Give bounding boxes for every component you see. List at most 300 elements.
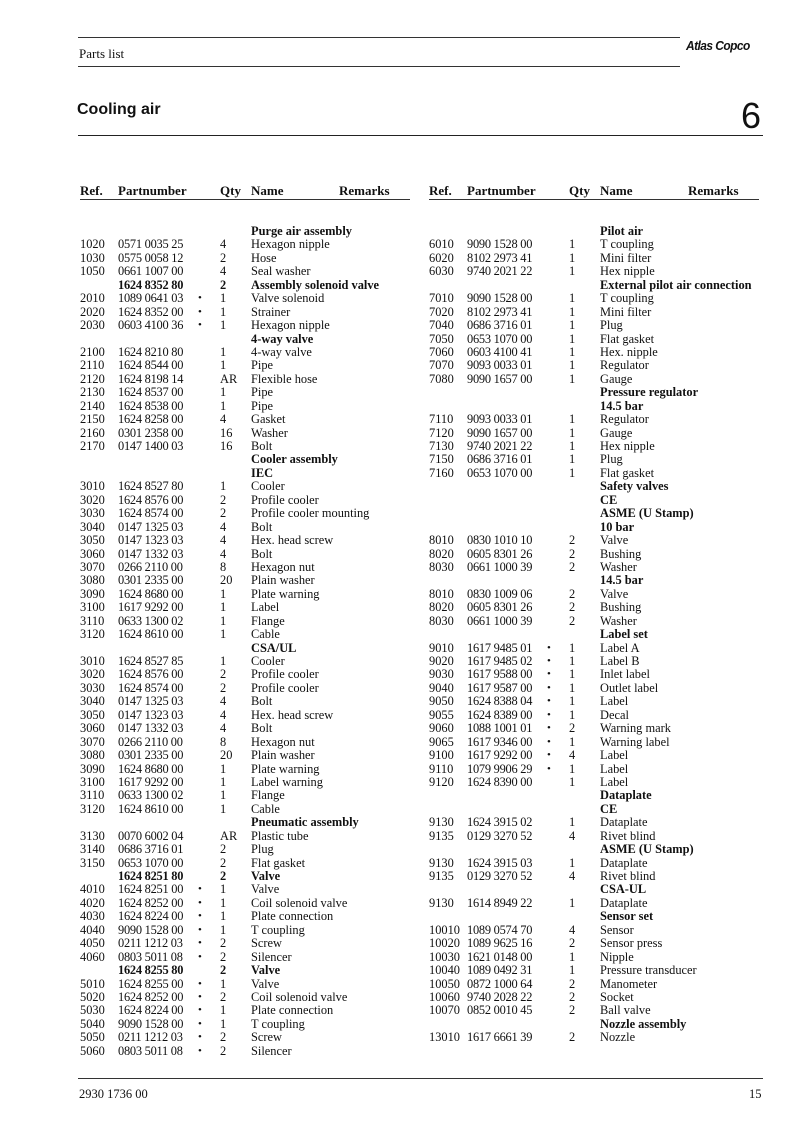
name-cell: Strainer <box>251 304 291 319</box>
name-cell: Label warning <box>251 774 323 789</box>
part-row <box>429 319 759 332</box>
qty-cell: 1 <box>220 385 227 400</box>
part-row <box>80 830 410 843</box>
part-row <box>80 695 410 708</box>
ref-cell: 5060 <box>80 1043 105 1058</box>
part-row <box>429 427 759 440</box>
ref-cell: 6020 <box>429 250 454 265</box>
ref-cell: 3080 <box>80 573 105 588</box>
name-cell: ASME (U Stamp) <box>600 506 694 521</box>
part-row <box>80 789 410 802</box>
qty-cell: 16 <box>220 439 233 453</box>
part-row <box>80 346 410 359</box>
partnumber-cell: 9090 1528 00 <box>467 237 533 252</box>
part-row <box>429 346 759 359</box>
name-cell: Inlet label <box>600 667 650 682</box>
partnumber-cell: 0872 1000 64 <box>467 976 533 991</box>
header-bottom-rule <box>78 66 680 67</box>
partnumber-cell: 8102 2973 41 <box>467 250 533 265</box>
part-row <box>429 978 759 991</box>
name-cell: Safety valves <box>600 479 669 494</box>
group-heading-row <box>429 507 759 520</box>
qty-cell: 1 <box>569 264 576 279</box>
col-remarks-header: Remarks <box>688 183 739 198</box>
name-cell: T coupling <box>600 237 654 252</box>
part-row <box>429 682 759 695</box>
partnumber-cell: 0686 3716 01 <box>118 842 184 857</box>
partnumber-cell: 0147 1332 03 <box>118 546 184 561</box>
partnumber-cell: 0661 1007 00 <box>118 264 184 279</box>
part-row <box>80 722 410 735</box>
partnumber-cell: 1624 8680 00 <box>118 586 184 601</box>
part-row <box>80 400 410 413</box>
qty-cell: 1 <box>220 1003 227 1018</box>
ref-cell: 9030 <box>429 667 454 682</box>
ref-cell: 5020 <box>80 989 105 1004</box>
partnumber-cell: 0653 1070 00 <box>467 331 533 346</box>
name-cell: Nozzle <box>600 1030 636 1045</box>
qty-cell: 20 <box>220 573 233 588</box>
partnumber-cell: 1624 8576 00 <box>118 492 184 507</box>
name-cell: Valve <box>600 533 629 548</box>
qty-cell: 1 <box>220 761 227 776</box>
name-cell: Plate warning <box>251 761 320 776</box>
qty-cell: 2 <box>220 989 227 1004</box>
group-heading-row <box>80 642 410 655</box>
qty-cell: 1 <box>569 774 576 789</box>
name-cell: CSA-UL <box>600 882 647 897</box>
header-section-label: Parts list <box>79 46 125 61</box>
marker-dot: • <box>198 923 202 936</box>
part-row <box>429 722 759 735</box>
qty-cell: 1 <box>569 412 576 427</box>
partnumber-cell: 1624 8352 00 <box>118 304 184 319</box>
qty-cell: 1 <box>569 344 576 359</box>
name-cell: Flexible hose <box>251 371 318 386</box>
qty-cell: 1 <box>569 734 576 749</box>
part-row <box>80 413 410 426</box>
name-cell: 4-way valve <box>251 344 312 359</box>
name-cell: CE <box>600 492 618 507</box>
name-cell: Bolt <box>251 439 273 453</box>
page-number: 15 <box>749 1087 762 1101</box>
ref-cell: 3020 <box>80 667 105 682</box>
marker-dot: • <box>547 722 551 735</box>
partnumber-cell: 1617 9346 00 <box>467 734 533 749</box>
parts-list-left <box>80 225 410 1058</box>
partnumber-cell: 1624 8224 00 <box>118 909 184 924</box>
partnumber-cell: 9740 2021 22 <box>467 439 533 453</box>
partnumber-cell: 1617 9485 02 <box>467 654 533 668</box>
ref-cell: 2100 <box>80 344 105 359</box>
ref-cell: 5050 <box>80 1030 105 1045</box>
qty-cell: 1 <box>220 479 227 494</box>
part-row <box>429 252 759 265</box>
qty-cell: 4 <box>569 922 576 937</box>
part-row <box>429 548 759 561</box>
qty-cell: 1 <box>220 922 227 937</box>
col-name-header: Name <box>600 183 633 198</box>
col-name-header: Name <box>251 183 284 198</box>
marker-dot: • <box>198 990 202 1003</box>
partnumber-cell: 0633 1300 02 <box>118 613 184 628</box>
partnumber-cell: 1624 8252 00 <box>118 989 184 1004</box>
ref-cell: 3050 <box>80 533 105 548</box>
part-row <box>429 870 759 883</box>
partnumber-cell: 0661 1000 39 <box>467 559 533 574</box>
partnumber-cell: 0147 1400 03 <box>118 439 184 453</box>
name-cell: T coupling <box>251 1016 305 1031</box>
name-cell: Decal <box>600 707 629 722</box>
part-row <box>429 991 759 1004</box>
qty-cell: 8 <box>220 559 227 574</box>
qty-cell: 2 <box>220 1030 227 1045</box>
ref-cell: 3090 <box>80 761 105 776</box>
ref-cell: 7120 <box>429 425 454 440</box>
qty-cell: 2 <box>569 546 576 561</box>
part-row <box>80 265 410 278</box>
ref-cell: 9110 <box>429 761 454 776</box>
name-cell: Ball valve <box>600 1003 651 1018</box>
part-row <box>80 776 410 789</box>
qty-cell: 4 <box>220 412 227 427</box>
part-row <box>429 709 759 722</box>
ref-cell: 8020 <box>429 600 454 615</box>
qty-cell: 1 <box>569 439 576 453</box>
qty-cell: 1 <box>220 654 227 668</box>
marker-dot: • <box>547 695 551 708</box>
ref-cell: 4050 <box>80 936 105 951</box>
part-row <box>80 937 410 950</box>
name-cell: Cooler <box>251 654 285 668</box>
name-cell: Flat gasket <box>251 855 306 870</box>
partnumber-cell: 1617 9292 00 <box>467 748 533 763</box>
qty-cell: 2 <box>569 976 576 991</box>
name-cell: Washer <box>600 613 637 628</box>
ref-cell: 7020 <box>429 304 454 319</box>
qty-cell: 2 <box>220 963 227 978</box>
ref-cell: 3040 <box>80 519 105 534</box>
ref-cell: 1030 <box>80 250 105 265</box>
ref-cell: 2150 <box>80 412 105 427</box>
group-heading-row <box>429 843 759 856</box>
part-row <box>429 897 759 910</box>
partnumber-cell: 0830 1009 06 <box>467 586 533 601</box>
name-cell: Pipe <box>251 358 274 373</box>
qty-cell: 1 <box>569 667 576 682</box>
part-row <box>429 333 759 346</box>
column-header-rule <box>429 199 759 200</box>
name-cell: Washer <box>251 425 288 440</box>
ref-cell: 4010 <box>80 882 105 897</box>
qty-cell: 1 <box>569 237 576 252</box>
partnumber-cell: 1624 8527 80 <box>118 479 184 494</box>
ref-cell: 3020 <box>80 492 105 507</box>
name-cell: Profile cooler <box>251 667 319 682</box>
ref-cell: 9050 <box>429 694 454 709</box>
partnumber-cell: 0266 2110 00 <box>118 559 183 574</box>
ref-cell: 9065 <box>429 734 454 749</box>
parts-column-right <box>429 183 759 1045</box>
partnumber-cell: 1617 9587 00 <box>467 680 533 695</box>
part-row <box>80 494 410 507</box>
partnumber-cell: 1624 8252 00 <box>118 895 184 910</box>
ref-cell: 3100 <box>80 774 105 789</box>
part-row <box>80 1018 410 1031</box>
name-cell: Label <box>600 748 629 763</box>
part-row <box>429 413 759 426</box>
partnumber-cell: 0686 3716 01 <box>467 318 533 333</box>
partnumber-cell: 0147 1332 03 <box>118 721 184 736</box>
qty-cell: 1 <box>220 627 227 642</box>
part-row <box>429 776 759 789</box>
group-heading-row <box>80 870 410 883</box>
qty-cell: 1 <box>569 963 576 978</box>
col-remarks-header: Remarks <box>339 183 390 198</box>
ref-cell: 4060 <box>80 949 105 964</box>
partnumber-cell: 1089 0574 70 <box>467 922 533 937</box>
part-row <box>429 695 759 708</box>
qty-cell: 1 <box>569 250 576 265</box>
qty-cell: 2 <box>569 533 576 548</box>
col-partnumber-header: Partnumber <box>467 183 536 198</box>
qty-cell: 1 <box>220 801 227 816</box>
part-row <box>80 978 410 991</box>
marker-dot: • <box>547 762 551 775</box>
name-cell: Plain washer <box>251 748 315 763</box>
partnumber-cell: 0605 8301 26 <box>467 600 533 615</box>
group-heading-row <box>80 964 410 977</box>
name-cell: Outlet label <box>600 680 659 695</box>
ref-cell: 3110 <box>80 788 105 803</box>
name-cell: Pilot air <box>600 224 644 238</box>
part-row <box>80 521 410 534</box>
ref-cell: 10060 <box>429 989 460 1004</box>
name-cell: T coupling <box>600 291 654 306</box>
name-cell: Flange <box>251 788 285 803</box>
name-cell: Warning label <box>600 734 670 749</box>
group-heading-row <box>429 386 759 399</box>
name-cell: Cable <box>251 801 280 816</box>
name-cell: Plastic tube <box>251 828 309 843</box>
ref-cell: 1050 <box>80 264 105 279</box>
partnumber-cell: 0266 2110 00 <box>118 734 183 749</box>
partnumber-cell: 0803 5011 08 <box>118 949 183 964</box>
name-cell: Profile cooler <box>251 680 319 695</box>
partnumber-cell: 0633 1300 02 <box>118 788 184 803</box>
part-row <box>429 601 759 614</box>
name-cell: Mini filter <box>600 250 652 265</box>
part-row <box>80 655 410 668</box>
ref-cell: 7060 <box>429 344 454 359</box>
ref-cell: 9100 <box>429 748 454 763</box>
ref-cell: 7010 <box>429 291 454 306</box>
marker-dot: • <box>198 937 202 950</box>
name-cell: Dataplate <box>600 855 648 870</box>
part-row <box>429 668 759 681</box>
partnumber-cell: 0147 1323 03 <box>118 707 184 722</box>
parts-column-left <box>80 183 410 1058</box>
qty-cell: 1 <box>220 398 227 413</box>
qty-cell: 4 <box>569 869 576 883</box>
part-row <box>80 668 410 681</box>
name-cell: Dataplate <box>600 815 648 830</box>
partnumber-cell: 0301 2335 00 <box>118 573 184 588</box>
marker-dot: • <box>547 708 551 721</box>
name-cell: Hexagon nipple <box>251 318 330 333</box>
ref-cell: 9020 <box>429 654 454 668</box>
qty-cell: 2 <box>220 506 227 521</box>
qty-cell: 20 <box>220 748 233 763</box>
partnumber-cell: 0603 4100 41 <box>467 344 533 359</box>
qty-cell: 1 <box>569 815 576 830</box>
partnumber-cell: 0603 4100 36 <box>118 318 184 333</box>
qty-cell: 1 <box>220 344 227 359</box>
ref-cell: 2130 <box>80 385 105 400</box>
part-row <box>80 574 410 587</box>
name-cell: Silencer <box>251 949 292 964</box>
name-cell: Plug <box>251 842 274 857</box>
part-row <box>80 883 410 896</box>
name-cell: Dataplate <box>600 788 652 803</box>
partnumber-cell: 1089 0641 03 <box>118 291 184 306</box>
marker-dot: • <box>198 910 202 923</box>
part-row <box>80 386 410 399</box>
qty-cell: 2 <box>220 680 227 695</box>
ref-cell: 3030 <box>80 680 105 695</box>
ref-cell: 4040 <box>80 922 105 937</box>
qty-cell: 1 <box>569 358 576 373</box>
part-row <box>80 440 410 453</box>
qty-cell: 1 <box>569 291 576 306</box>
part-row <box>80 897 410 910</box>
ref-cell: 5040 <box>80 1016 105 1031</box>
qty-cell: 4 <box>569 748 576 763</box>
part-row <box>80 373 410 386</box>
partnumber-cell: 1624 8390 00 <box>467 774 533 789</box>
qty-cell: 2 <box>569 1030 576 1045</box>
partnumber-cell: 0605 8301 26 <box>467 546 533 561</box>
part-row <box>80 803 410 816</box>
part-row <box>429 467 759 480</box>
part-row <box>429 534 759 547</box>
name-cell: Washer <box>600 559 637 574</box>
qty-cell: 2 <box>569 559 576 574</box>
name-cell: Warning mark <box>600 721 671 736</box>
name-cell: Plug <box>600 318 623 333</box>
column-header-rule <box>80 199 410 200</box>
name-cell: Bolt <box>251 694 273 709</box>
name-cell: Nozzle assembly <box>600 1016 687 1031</box>
ref-cell: 8030 <box>429 559 454 574</box>
group-heading-row <box>80 816 410 829</box>
qty-cell: 2 <box>220 277 227 292</box>
part-row <box>429 615 759 628</box>
qty-cell: 1 <box>569 425 576 440</box>
part-row <box>429 749 759 762</box>
ref-cell: 2030 <box>80 318 105 333</box>
ref-cell: 4020 <box>80 895 105 910</box>
name-cell: Pipe <box>251 385 274 400</box>
part-row <box>80 548 410 561</box>
ref-cell: 9130 <box>429 895 454 910</box>
name-cell: Rivet blind <box>600 828 656 843</box>
part-row <box>429 937 759 950</box>
qty-cell: 1 <box>569 318 576 333</box>
name-cell: Sensor <box>600 922 634 937</box>
qty-cell: 2 <box>220 869 227 883</box>
qty-cell: 1 <box>220 318 227 333</box>
qty-cell: 4 <box>220 694 227 709</box>
partnumber-cell: 1624 8537 00 <box>118 385 184 400</box>
ref-cell: 9130 <box>429 855 454 870</box>
name-cell: CSA/UL <box>251 640 297 655</box>
partnumber-cell: 1079 9906 29 <box>467 761 533 776</box>
ref-cell: 7160 <box>429 465 454 480</box>
footer-rule <box>78 1078 763 1079</box>
qty-cell: 4 <box>220 707 227 722</box>
name-cell: Sensor set <box>600 909 654 924</box>
part-row <box>429 588 759 601</box>
col-partnumber-header: Partnumber <box>118 183 187 198</box>
ref-cell: 9010 <box>429 640 454 655</box>
partnumber-cell: 1624 8255 80 <box>118 963 184 978</box>
name-cell: Manometer <box>600 976 658 991</box>
name-cell: 10 bar <box>600 519 635 534</box>
ref-cell: 13010 <box>429 1030 460 1045</box>
ref-cell: 9135 <box>429 869 454 883</box>
partnumber-cell: 1088 1001 01 <box>467 721 533 736</box>
group-heading-row <box>429 279 759 292</box>
part-row <box>80 359 410 372</box>
partnumber-cell: 9090 1528 00 <box>118 1016 184 1031</box>
name-cell: Profile cooler mounting <box>251 506 370 521</box>
partnumber-cell: 1617 9292 00 <box>118 600 184 615</box>
partnumber-cell: 1624 8527 85 <box>118 654 184 668</box>
name-cell: Hex. head screw <box>251 533 334 548</box>
partnumber-cell: 0653 1070 00 <box>467 465 533 480</box>
ref-cell: 7110 <box>429 412 454 427</box>
partnumber-cell: 0211 1212 03 <box>118 936 183 951</box>
marker-dot: • <box>547 749 551 762</box>
marker-dot: • <box>198 977 202 990</box>
name-cell: Sensor press <box>600 936 663 951</box>
qty-cell: 1 <box>569 694 576 709</box>
partnumber-cell: 1617 9588 00 <box>467 667 533 682</box>
qty-cell: 1 <box>220 291 227 306</box>
ref-cell: 9040 <box>429 680 454 695</box>
col-ref-header: Ref. <box>429 183 452 198</box>
part-row <box>80 1004 410 1017</box>
marker-dot: • <box>198 1031 202 1044</box>
marker-dot: • <box>198 950 202 963</box>
part-row <box>429 763 759 776</box>
group-heading-row <box>80 225 410 238</box>
partnumber-cell: 0852 0010 45 <box>467 1003 533 1018</box>
qty-cell: 1 <box>569 371 576 386</box>
name-cell: Gauge <box>600 371 633 386</box>
name-cell: 14.5 bar <box>600 398 644 413</box>
qty-cell: 1 <box>569 331 576 346</box>
qty-cell: 2 <box>220 492 227 507</box>
part-row <box>80 709 410 722</box>
partnumber-cell: 0301 2335 00 <box>118 748 184 763</box>
partnumber-cell: 1617 9292 00 <box>118 774 184 789</box>
qty-cell: 1 <box>220 895 227 910</box>
group-heading-row <box>429 521 759 534</box>
partnumber-cell: 1624 8610 00 <box>118 627 184 642</box>
partnumber-cell: 1624 8680 00 <box>118 761 184 776</box>
